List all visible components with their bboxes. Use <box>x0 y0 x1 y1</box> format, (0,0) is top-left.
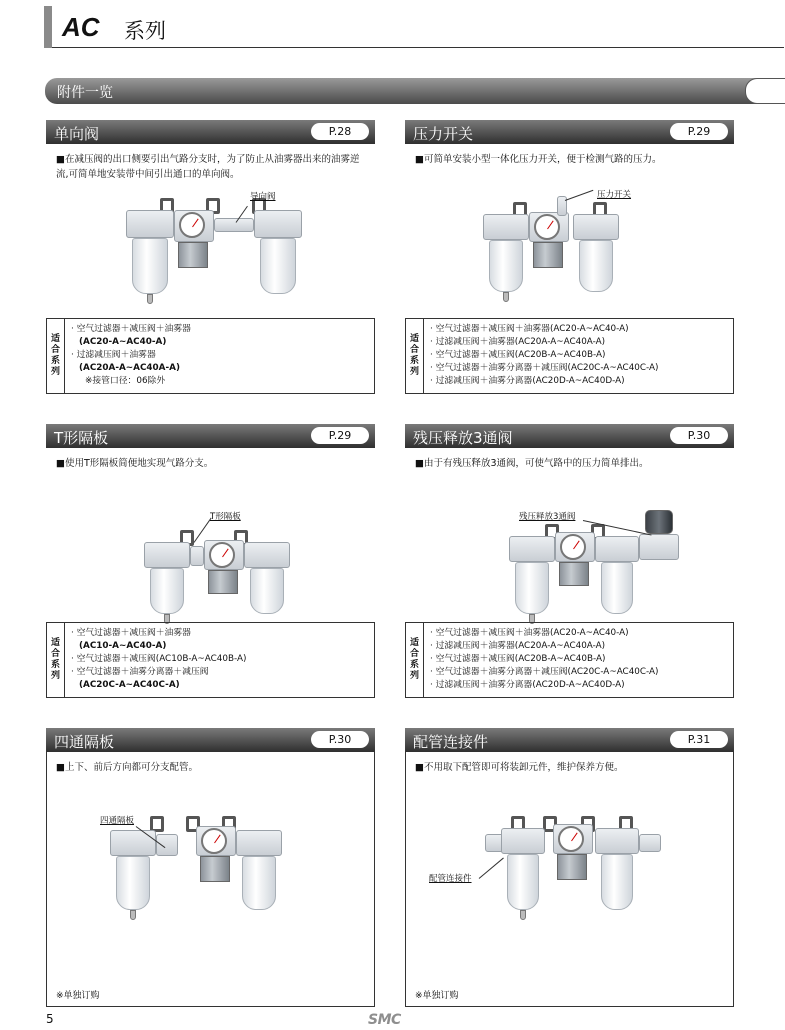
card-header <box>46 120 375 144</box>
compatible-series-box <box>405 318 734 394</box>
product-figure <box>46 188 375 318</box>
compatible-series-item: · 空气过滤器＋减压阀(AC20B-A~AC40B-A) <box>430 350 606 360</box>
callout-leader <box>479 858 504 879</box>
filter-bowl <box>116 856 150 910</box>
card-left-rule <box>405 752 406 1006</box>
pressure-gauge-icon <box>558 826 584 852</box>
lubricator-bowl <box>242 856 276 910</box>
card-right-rule <box>733 752 734 1006</box>
compatible-series-label: 适 合 系 列 <box>47 623 65 697</box>
pressure-gauge-icon <box>201 828 227 854</box>
regulator-knob <box>559 562 589 586</box>
card-title: 单向阀 <box>54 125 100 143</box>
compatible-series-item: ※接管口径：06除外 <box>85 376 166 386</box>
section-bar <box>45 78 785 104</box>
filter-cap <box>483 214 529 240</box>
card-title: 配管连接件 <box>413 733 489 751</box>
compatible-series-list <box>430 323 658 388</box>
page-ref-badge: P.31 <box>670 731 728 748</box>
card-cross-spacer <box>46 728 375 1008</box>
header-accent-bar <box>44 6 52 48</box>
callout-label: 配管连接件 <box>429 874 472 884</box>
filter-cap <box>501 828 545 854</box>
page-header <box>44 0 784 50</box>
filter-cap <box>144 542 190 568</box>
compatible-series-label: 适 合 系 列 <box>406 623 424 697</box>
compatible-series-item: · 空气过滤器＋油雾分离器＋减压阀(AC20C-A~AC40C-A) <box>430 363 659 373</box>
regulator-knob <box>200 856 230 882</box>
drain-icon <box>520 910 526 920</box>
lubricator-bowl <box>579 240 613 292</box>
callout-label: 四通隔板 <box>100 816 135 826</box>
compatible-series-item: · 空气过滤器＋油雾分离器＋减压阀(AC20C-A~AC40C-A) <box>430 667 659 677</box>
filter-cap <box>126 210 174 238</box>
product-figure <box>405 800 734 930</box>
filter-bowl <box>507 854 539 910</box>
card-description: ■使用T形隔板简便地实现气路分支。 <box>56 458 214 469</box>
compatible-series-list <box>71 627 246 692</box>
three-port-valve-body <box>639 534 679 560</box>
lubricator-cap <box>254 210 302 238</box>
card-check-valve <box>46 120 375 394</box>
card-left-rule <box>46 752 47 1006</box>
lubricator-bowl <box>601 854 633 910</box>
compatible-series-item: · 过滤减压阀＋油雾器(AC20A-A~AC40A-A) <box>430 337 606 347</box>
lubricator-cap <box>573 214 619 240</box>
filter-bowl <box>515 562 549 614</box>
filter-bowl <box>489 240 523 292</box>
compatible-series-item: (AC20A-A~AC40A-A) <box>79 363 180 373</box>
compatible-series-item: · 空气过滤器＋减压阀(AC20B-A~AC40B-A) <box>430 654 606 664</box>
regulator-knob <box>208 570 238 594</box>
regulator-knob <box>557 854 587 880</box>
separate-order-note: ※单独订购 <box>56 991 100 1001</box>
drain-icon <box>130 910 136 920</box>
card-right-rule <box>374 752 375 1006</box>
lubricator-cap <box>236 830 282 856</box>
separate-order-note: ※单独订购 <box>415 991 459 1001</box>
page-ref-badge: P.30 <box>670 427 728 444</box>
lubricator-bowl <box>260 238 296 294</box>
compatible-series-item: · 空气过滤器＋减压阀＋油雾器(AC20-A~AC40-A) <box>430 324 629 334</box>
compatible-series-item: · 过滤减压阀＋油雾器(AC20A-A~AC40A-A) <box>430 641 606 651</box>
filter-cap <box>110 830 156 856</box>
compatible-series-item: · 过滤减压阀＋油雾分离器(AC20D-A~AC40D-A) <box>430 680 625 690</box>
compatible-series-item: (AC10-A~AC40-A) <box>79 641 167 651</box>
regulator-knob <box>533 242 563 268</box>
page-number: 5 <box>46 1012 54 1026</box>
compatible-series-box <box>46 318 375 394</box>
compatible-series-list <box>71 323 191 388</box>
card-t-spacer <box>46 424 375 698</box>
compatible-series-label: 适 合 系 列 <box>47 319 65 393</box>
pressure-gauge-icon <box>534 214 560 240</box>
compatible-series-label: 适 合 系 列 <box>406 319 424 393</box>
section-title: 附件一览 <box>57 85 113 101</box>
lubricator-cap <box>244 542 290 568</box>
card-title: 压力开关 <box>413 125 474 143</box>
card-title: 四通隔板 <box>54 733 115 751</box>
compatible-series-item: · 过滤减压阀＋油雾分离器(AC20D-A~AC40D-A) <box>430 376 625 386</box>
page-ref-badge: P.30 <box>311 731 369 748</box>
card-description: ■可简单安装小型一体化压力开关，便于检测气路的压力。 <box>415 154 662 165</box>
page-ref-badge: P.28 <box>311 123 369 140</box>
card-description: ■不用取下配管即可将装卸元件，维护保养方便。 <box>415 762 624 773</box>
card-title: 残压释放3通阀 <box>413 429 513 447</box>
series-title: AC <box>62 12 100 42</box>
compatible-series-item: (AC20C-A~AC40C-A) <box>79 680 180 690</box>
callout-leader <box>194 518 212 543</box>
card-bottom-rule <box>405 1006 734 1007</box>
compatible-series-item: · 空气过滤器＋减压阀＋油雾器 <box>71 628 191 638</box>
compatible-series-item: · 空气过滤器＋减压阀＋油雾器 <box>71 324 191 334</box>
header-rule <box>52 47 784 48</box>
card-description: ■由于有残压释放3通阀，可使气路中的压力简单排出。 <box>415 458 649 469</box>
pressure-gauge-icon <box>209 542 235 568</box>
product-figure <box>405 492 734 622</box>
compatible-series-box <box>405 622 734 698</box>
lubricator-cap <box>595 828 639 854</box>
section-bar-curl <box>745 78 785 104</box>
compatible-series-item: (AC20-A~AC40-A) <box>79 337 167 347</box>
filter-bowl <box>150 568 184 614</box>
card-description: ■上下、前后方向都可分支配管。 <box>56 762 198 773</box>
compatible-series-item: · 空气过滤器＋减压阀(AC10B-A~AC40B-A) <box>71 654 247 664</box>
compatible-series-item: · 过滤减压阀＋油雾器 <box>71 350 156 360</box>
card-residual-pressure-valve <box>405 424 734 698</box>
callout-label: 压力开关 <box>597 190 632 200</box>
three-port-valve-knob <box>645 510 673 534</box>
card-header <box>46 728 375 752</box>
cross-spacer-body <box>156 834 178 856</box>
card-header <box>405 120 734 144</box>
t-spacer-body <box>190 546 204 566</box>
lubricator-cap <box>595 536 639 562</box>
drain-icon <box>147 294 153 304</box>
filter-bowl <box>132 238 168 294</box>
callout-leader <box>565 190 594 201</box>
card-header <box>46 424 375 448</box>
pressure-gauge-icon <box>560 534 586 560</box>
piping-adapter-right <box>639 834 661 852</box>
card-description: ■在减压阀的出口侧要引出气路分支时，为了防止从油雾器出来的油雾逆流,可简单地安装带中间引出通口的单向阀。 <box>56 154 360 180</box>
card-header <box>405 424 734 448</box>
compatible-series-list <box>430 627 658 692</box>
card-title: T形隔板 <box>54 429 109 447</box>
page-ref-badge: P.29 <box>670 123 728 140</box>
product-figure <box>405 188 734 318</box>
callout-label: 残压释放3通阀 <box>519 512 576 522</box>
card-pressure-switch <box>405 120 734 394</box>
pressure-gauge-icon <box>179 212 205 238</box>
callout-label: 导向阀 <box>250 192 276 202</box>
filter-cap <box>509 536 555 562</box>
check-valve-body <box>214 218 254 232</box>
card-piping-adapter <box>405 728 734 1008</box>
lubricator-bowl <box>250 568 284 614</box>
smc-logo: SMC <box>368 1012 401 1028</box>
card-bottom-rule <box>46 1006 375 1007</box>
card-header <box>405 728 734 752</box>
product-figure <box>46 800 375 930</box>
compatible-series-box <box>46 622 375 698</box>
compatible-series-item: · 空气过滤器＋油雾分离器＋减压阀 <box>71 667 209 677</box>
series-subtitle: 系列 <box>124 19 166 43</box>
regulator-knob <box>178 242 208 268</box>
product-figure <box>46 492 375 622</box>
lubricator-bowl <box>601 562 633 614</box>
callout-label: T形隔板 <box>210 512 241 522</box>
compatible-series-item: · 空气过滤器＋减压阀＋油雾器(AC20-A~AC40-A) <box>430 628 629 638</box>
drain-icon <box>503 292 509 302</box>
page-ref-badge: P.29 <box>311 427 369 444</box>
